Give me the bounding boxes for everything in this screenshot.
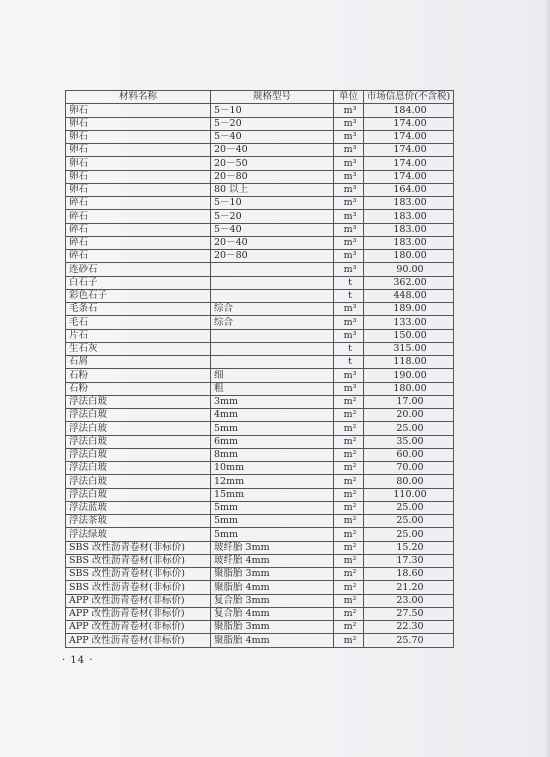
cell-spec-model: 6mm — [211, 435, 334, 448]
cell-price: 22.30 — [364, 621, 454, 634]
cell-price: 17.00 — [364, 395, 454, 408]
cell-spec-model: 复合胎 4mm — [211, 607, 334, 620]
cell-spec-model: 复合胎 3mm — [211, 594, 334, 607]
cell-spec-model: 5－10 — [211, 197, 334, 210]
cell-spec-model: 聚脂胎 3mm — [211, 621, 334, 634]
cell-price: 25.00 — [364, 515, 454, 528]
cell-unit: m³ — [334, 316, 364, 329]
cell-unit: m² — [334, 634, 364, 647]
cell-material-name: 白石子 — [66, 276, 211, 289]
cell-material-name: APP 改性沥青卷材(非标价) — [66, 621, 211, 634]
table-row — [66, 462, 454, 475]
cell-price: 183.00 — [364, 197, 454, 210]
table-row — [66, 289, 454, 302]
cell-material-name: 浮法白玻 — [66, 422, 211, 435]
cell-spec-model: 5mm — [211, 422, 334, 435]
cell-unit: m² — [334, 395, 364, 408]
cell-price: 190.00 — [364, 369, 454, 382]
cell-spec-model: 5－10 — [211, 104, 334, 117]
table-row — [66, 554, 454, 567]
cell-material-name: 片石 — [66, 329, 211, 342]
table-row — [66, 409, 454, 422]
table-row — [66, 435, 454, 448]
table-row — [66, 395, 454, 408]
cell-unit: m² — [334, 435, 364, 448]
cell-material-name: 浮法白玻 — [66, 462, 211, 475]
table-header-row — [66, 91, 454, 104]
header-unit: 单位 — [334, 91, 364, 104]
cell-unit: m² — [334, 554, 364, 567]
cell-price: 60.00 — [364, 448, 454, 461]
cell-unit: m³ — [334, 197, 364, 210]
cell-unit: m² — [334, 462, 364, 475]
cell-unit: m³ — [334, 183, 364, 196]
cell-material-name: 碎石 — [66, 236, 211, 249]
cell-material-name: 生石灰 — [66, 342, 211, 355]
table-row — [66, 568, 454, 581]
table-row — [66, 329, 454, 342]
cell-unit: m³ — [334, 236, 364, 249]
cell-unit: m³ — [334, 303, 364, 316]
cell-price: 25.00 — [364, 501, 454, 514]
cell-material-name: SBS 改性沥青卷材(非标价) — [66, 581, 211, 594]
cell-price: 17.30 — [364, 554, 454, 567]
cell-spec-model: 20－40 — [211, 144, 334, 157]
table-row — [66, 581, 454, 594]
cell-price: 183.00 — [364, 223, 454, 236]
cell-spec-model: 聚脂胎 4mm — [211, 634, 334, 647]
cell-material-name: 浮法白玻 — [66, 435, 211, 448]
cell-spec-model: 10mm — [211, 462, 334, 475]
cell-spec-model: 玻纤胎 4mm — [211, 554, 334, 567]
cell-spec-model — [211, 329, 334, 342]
cell-material-name: 浮法绿玻 — [66, 528, 211, 541]
page-edge-shadow — [544, 0, 550, 757]
cell-price: 183.00 — [364, 210, 454, 223]
price-table — [65, 90, 454, 648]
cell-unit: m³ — [334, 104, 364, 117]
cell-unit: m³ — [334, 130, 364, 143]
cell-price: 18.60 — [364, 568, 454, 581]
cell-material-name: 卵石 — [66, 183, 211, 196]
table-row — [66, 634, 454, 647]
table-row — [66, 183, 454, 196]
cell-material-name: 毛石 — [66, 316, 211, 329]
cell-unit: t — [334, 289, 364, 302]
cell-spec-model: 玻纤胎 3mm — [211, 541, 334, 554]
cell-price: 25.00 — [364, 528, 454, 541]
table-row — [66, 263, 454, 276]
table-row — [66, 422, 454, 435]
cell-spec-model: 3mm — [211, 395, 334, 408]
cell-material-name: 石粉 — [66, 382, 211, 395]
cell-material-name: 浮法茶玻 — [66, 515, 211, 528]
table-row — [66, 276, 454, 289]
cell-unit: t — [334, 276, 364, 289]
cell-unit: m³ — [334, 223, 364, 236]
table-row — [66, 448, 454, 461]
cell-price: 174.00 — [364, 144, 454, 157]
table-row — [66, 594, 454, 607]
cell-price: 150.00 — [364, 329, 454, 342]
cell-price: 35.00 — [364, 435, 454, 448]
cell-price: 25.00 — [364, 422, 454, 435]
cell-material-name: SBS 改性沥青卷材(非标价) — [66, 541, 211, 554]
cell-material-name: 卵石 — [66, 170, 211, 183]
cell-unit: m³ — [334, 382, 364, 395]
cell-unit: m² — [334, 475, 364, 488]
cell-price: 70.00 — [364, 462, 454, 475]
cell-unit: m² — [334, 621, 364, 634]
cell-price: 164.00 — [364, 183, 454, 196]
table-row — [66, 157, 454, 170]
cell-material-name: 卵石 — [66, 144, 211, 157]
table-row — [66, 236, 454, 249]
cell-spec-model: 80 以上 — [211, 183, 334, 196]
cell-spec-model: 5mm — [211, 515, 334, 528]
cell-price: 110.00 — [364, 488, 454, 501]
cell-spec-model: 4mm — [211, 409, 334, 422]
cell-spec-model: 5－20 — [211, 210, 334, 223]
cell-price: 448.00 — [364, 289, 454, 302]
cell-price: 21.20 — [364, 581, 454, 594]
cell-price: 118.00 — [364, 356, 454, 369]
cell-material-name: 彩色石子 — [66, 289, 211, 302]
cell-spec-model — [211, 289, 334, 302]
cell-unit: m² — [334, 607, 364, 620]
table-row — [66, 104, 454, 117]
cell-price: 15.20 — [364, 541, 454, 554]
cell-material-name: APP 改性沥青卷材(非标价) — [66, 594, 211, 607]
table-row — [66, 356, 454, 369]
cell-material-name: APP 改性沥青卷材(非标价) — [66, 634, 211, 647]
table-row — [66, 223, 454, 236]
cell-unit: m³ — [334, 329, 364, 342]
table-row — [66, 117, 454, 130]
cell-material-name: 毛条石 — [66, 303, 211, 316]
cell-spec-model: 20－80 — [211, 170, 334, 183]
table-row — [66, 488, 454, 501]
cell-unit: m³ — [334, 157, 364, 170]
cell-material-name: 卵石 — [66, 117, 211, 130]
cell-spec-model — [211, 356, 334, 369]
cell-price: 180.00 — [364, 250, 454, 263]
cell-material-name: SBS 改性沥青卷材(非标价) — [66, 568, 211, 581]
table-row — [66, 621, 454, 634]
cell-spec-model: 5－40 — [211, 223, 334, 236]
cell-material-name: 连砂石 — [66, 263, 211, 276]
cell-unit: m² — [334, 501, 364, 514]
table-row — [66, 541, 454, 554]
cell-price: 362.00 — [364, 276, 454, 289]
cell-spec-model: 8mm — [211, 448, 334, 461]
cell-spec-model: 细 — [211, 369, 334, 382]
table-row — [66, 369, 454, 382]
cell-unit: m² — [334, 541, 364, 554]
cell-unit: t — [334, 356, 364, 369]
page-number: · 14 · — [62, 655, 94, 666]
cell-spec-model: 粗 — [211, 382, 334, 395]
cell-spec-model — [211, 342, 334, 355]
cell-spec-model: 5mm — [211, 528, 334, 541]
cell-material-name: 浮法白玻 — [66, 488, 211, 501]
cell-price: 27.50 — [364, 607, 454, 620]
cell-unit: m³ — [334, 369, 364, 382]
cell-unit: m² — [334, 594, 364, 607]
cell-price: 180.00 — [364, 382, 454, 395]
cell-spec-model: 5mm — [211, 501, 334, 514]
cell-material-name: 卵石 — [66, 104, 211, 117]
cell-price: 133.00 — [364, 316, 454, 329]
cell-material-name: 浮法白玻 — [66, 475, 211, 488]
cell-spec-model: 综合 — [211, 316, 334, 329]
cell-price: 90.00 — [364, 263, 454, 276]
table-row — [66, 210, 454, 223]
cell-material-name: SBS 改性沥青卷材(非标价) — [66, 554, 211, 567]
cell-material-name: APP 改性沥青卷材(非标价) — [66, 607, 211, 620]
cell-price: 174.00 — [364, 157, 454, 170]
cell-spec-model: 综合 — [211, 303, 334, 316]
cell-unit: m² — [334, 568, 364, 581]
cell-price: 174.00 — [364, 130, 454, 143]
cell-price: 23.00 — [364, 594, 454, 607]
cell-unit: m² — [334, 422, 364, 435]
cell-material-name: 碎石 — [66, 210, 211, 223]
cell-spec-model: 聚脂胎 3mm — [211, 568, 334, 581]
cell-spec-model: 20－50 — [211, 157, 334, 170]
table-row — [66, 475, 454, 488]
cell-price: 174.00 — [364, 117, 454, 130]
cell-unit: m³ — [334, 263, 364, 276]
cell-price: 25.70 — [364, 634, 454, 647]
table-row — [66, 303, 454, 316]
cell-unit: m² — [334, 581, 364, 594]
table-row — [66, 170, 454, 183]
cell-material-name: 石粉 — [66, 369, 211, 382]
cell-spec-model: 20－80 — [211, 250, 334, 263]
cell-spec-model — [211, 263, 334, 276]
cell-material-name: 碎石 — [66, 197, 211, 210]
cell-spec-model: 5－40 — [211, 130, 334, 143]
cell-material-name: 卵石 — [66, 130, 211, 143]
cell-unit: m² — [334, 488, 364, 501]
header-material-name: 材料名称 — [66, 91, 211, 104]
cell-material-name: 石屑 — [66, 356, 211, 369]
table-row — [66, 515, 454, 528]
cell-unit: m² — [334, 409, 364, 422]
cell-material-name: 浮法白玻 — [66, 395, 211, 408]
cell-price: 183.00 — [364, 236, 454, 249]
table-row — [66, 342, 454, 355]
table-row — [66, 144, 454, 157]
cell-unit: m² — [334, 448, 364, 461]
cell-spec-model — [211, 276, 334, 289]
cell-material-name: 浮法白玻 — [66, 409, 211, 422]
header-spec-model: 规格型号 — [211, 91, 334, 104]
table-row — [66, 501, 454, 514]
table-row — [66, 528, 454, 541]
cell-unit: m³ — [334, 250, 364, 263]
cell-unit: t — [334, 342, 364, 355]
table-row — [66, 130, 454, 143]
cell-material-name: 碎石 — [66, 250, 211, 263]
cell-unit: m³ — [334, 117, 364, 130]
cell-price: 184.00 — [364, 104, 454, 117]
cell-unit: m² — [334, 515, 364, 528]
cell-material-name: 浮法蓝玻 — [66, 501, 211, 514]
cell-material-name: 浮法白玻 — [66, 448, 211, 461]
cell-price: 80.00 — [364, 475, 454, 488]
cell-material-name: 碎石 — [66, 223, 211, 236]
table-row — [66, 250, 454, 263]
cell-price: 315.00 — [364, 342, 454, 355]
cell-spec-model: 20－40 — [211, 236, 334, 249]
cell-unit: m³ — [334, 144, 364, 157]
cell-unit: m³ — [334, 170, 364, 183]
cell-price: 189.00 — [364, 303, 454, 316]
table-row — [66, 382, 454, 395]
table-row — [66, 607, 454, 620]
cell-spec-model: 15mm — [211, 488, 334, 501]
cell-material-name: 卵石 — [66, 157, 211, 170]
table-row — [66, 316, 454, 329]
table-row — [66, 197, 454, 210]
cell-unit: m² — [334, 528, 364, 541]
header-market-price: 市场信息价(不含税) — [364, 91, 454, 104]
cell-price: 174.00 — [364, 170, 454, 183]
cell-price: 20.00 — [364, 409, 454, 422]
cell-spec-model: 5－20 — [211, 117, 334, 130]
cell-spec-model: 聚脂胎 4mm — [211, 581, 334, 594]
cell-unit: m³ — [334, 210, 364, 223]
cell-spec-model: 12mm — [211, 475, 334, 488]
